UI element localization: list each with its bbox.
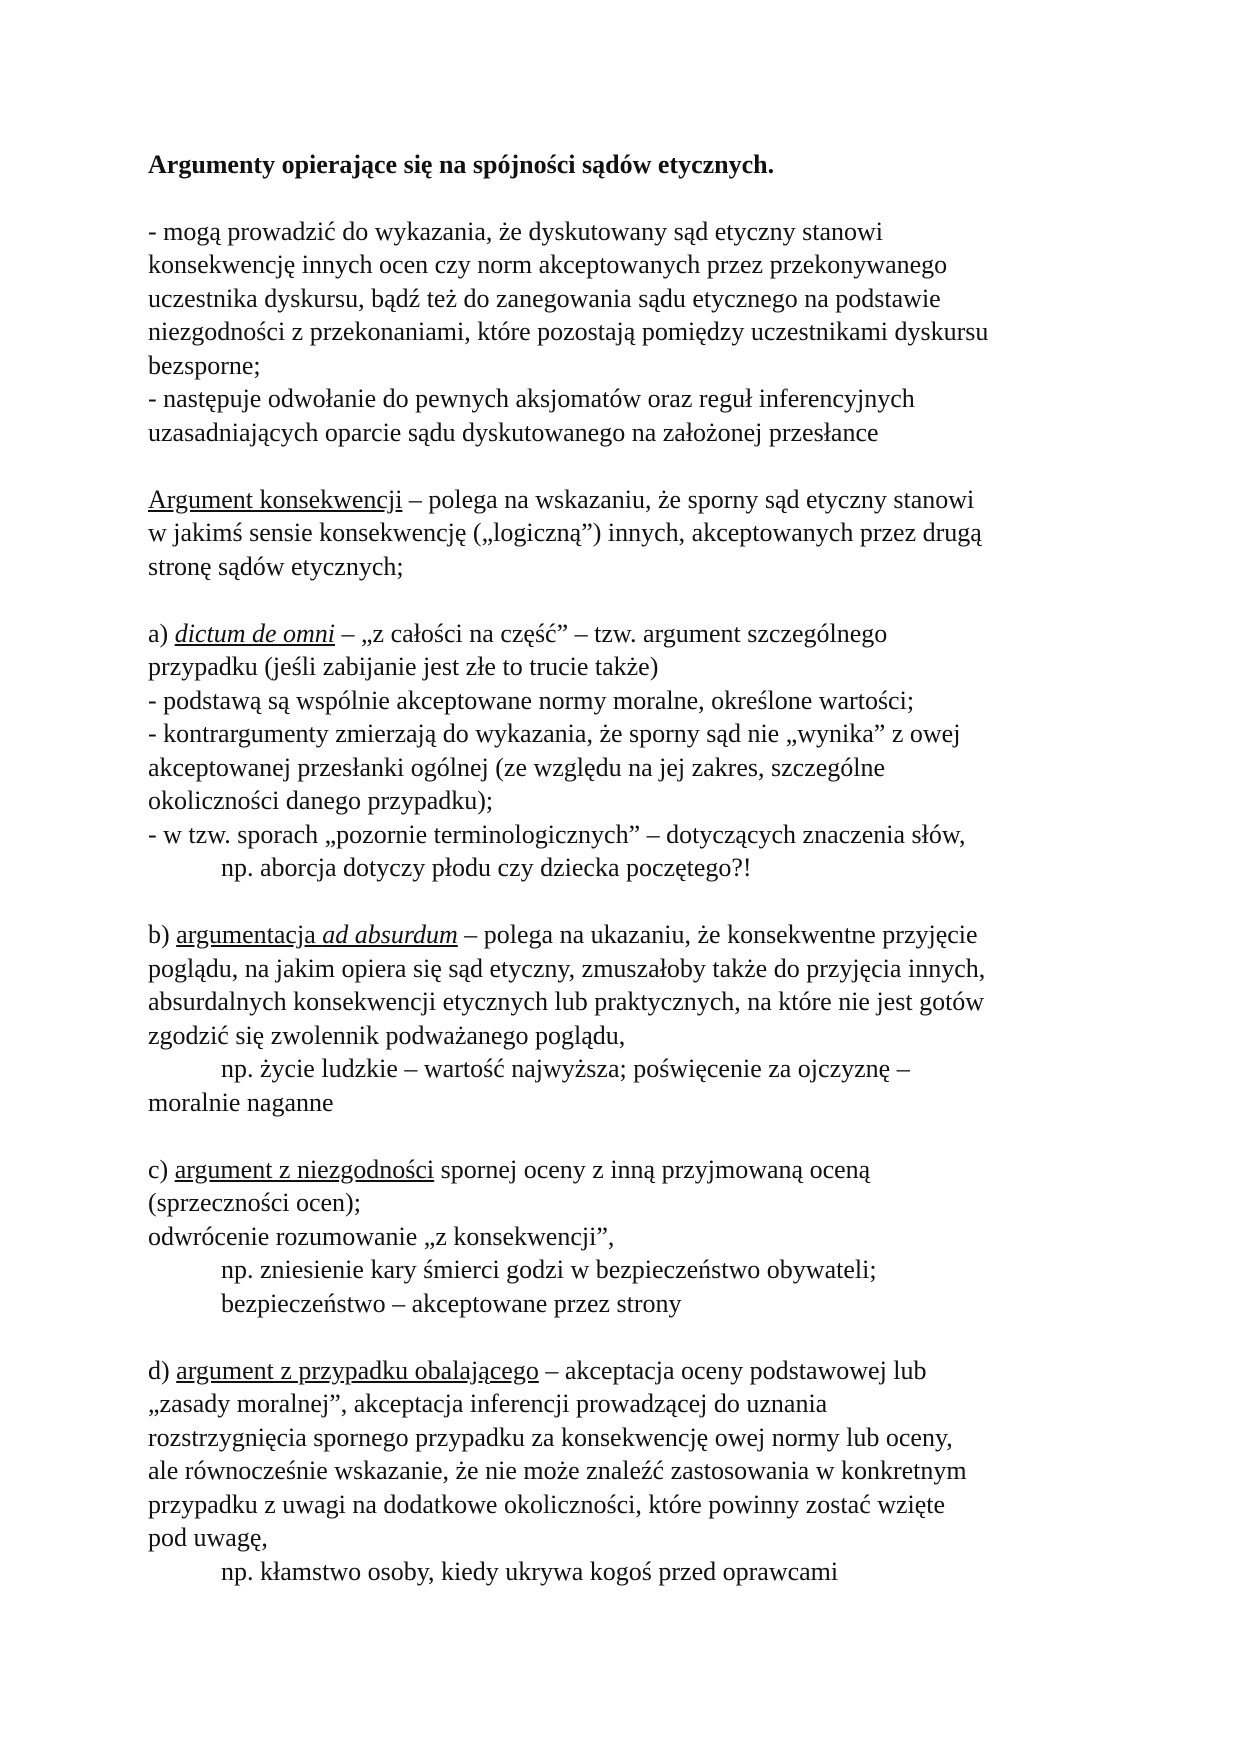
section-d-line: rozstrzygnięcia spornego przypadku za konsekwencję owej normy lub oceny, [148,1422,953,1452]
section-d-line: „zasady moralnej”, akceptacja inferencji prowadzącej do uznania [148,1389,828,1418]
intro-line: bezsporne; [148,350,261,380]
intro-paragraph [148,215,1108,450]
section-a-line: akceptowanej przesłanki ogólnej (ze względu na jej zakres, szczególne [148,752,886,782]
section-b-example-end: moralnie naganne [148,1087,334,1117]
consequence-term: Argument konsekwencji [148,484,403,514]
section-a-rest: – „z całości na część” – tzw. argument szczególnego [335,618,888,648]
section-c-example: bezpieczeństwo – akceptowane przez strony [221,1288,682,1318]
section-a-example: np. aborcja dotyczy płodu czy dziecka poczętego?! [221,853,752,882]
section-a-line: - podstawą są wspólnie akceptowane normy moralne, określone wartości; [148,685,915,715]
section-d [148,1354,1108,1589]
section-b-line: absurdalnych konsekwencji etycznych lub praktycznych, na które nie jest gotów [148,987,985,1016]
intro-line: uzasadniających oparcie sądu dyskutowanego na założonej przesłance [148,417,879,447]
section-d-prefix: d) [148,1355,177,1385]
section-d-example: np. kłamstwo osoby, kiedy ukrywa kogoś przed oprawcami [221,1556,839,1586]
intro-line: uczestnika dyskursu, bądź też do zanegowania sądu etycznego na podstawie [148,283,941,313]
consequence-line: w jakimś sensie konsekwencję („logiczną”) innych, akceptowanych przez drugą [148,518,982,547]
section-b-term: argumentacja [176,920,323,949]
section-d-line: przypadku z uwagi na dodatkowe okoliczności, które powinny zostać wzięte [148,1489,946,1519]
section-c [148,1153,1108,1321]
section-c-rest: spornej oceny z inną przyjmowaną oceną [434,1154,871,1184]
section-d-heading-line [148,1354,1108,1388]
section-c-prefix: c) [148,1154,175,1184]
intro-line: konsekwencję innych ocen czy norm akceptowanych przez przekonywanego [148,250,948,279]
section-a-heading-line [148,617,1108,651]
section-b-line: poglądu, na jakim opiera się sąd etyczny, zmuszałoby także do przyjęcia innych, [148,953,986,983]
section-d-term: argument z przypadku obalającego [176,1355,539,1385]
section-c-line: odwrócenie rozumowanie „z konsekwencji”, [148,1221,615,1251]
section-c-line: (sprzeczności ocen); [148,1188,361,1217]
page-title: Argumenty opierające się na spójności sądów etycznych. [148,150,775,179]
section-c-term: argument z niezgodności [174,1154,435,1184]
section-d-rest: – akceptacja oceny podstawowej lub [538,1355,927,1385]
section-a-term: dictum de omni [174,618,336,648]
section-c-example: np. zniesienie kary śmierci godzi w bezpieczeństwo obywateli; [221,1255,877,1284]
section-b-line: zgodzić się zwolennik podważanego poglądu, [148,1020,626,1050]
section-a-line: - w tzw. sporach „pozornie terminologicznych” – dotyczących znaczenia słów, [148,819,966,849]
section-b-prefix: b) [148,920,177,949]
consequence-paragraph [148,483,1108,584]
section-d-line: ale równocześnie wskazanie, że nie może znaleźć zastosowania w konkretnym [148,1456,967,1485]
consequence-heading-line [148,483,1108,517]
document-body [148,148,1108,1588]
section-d-line: pod uwagę, [148,1523,268,1552]
section-b-heading-line [148,918,1108,952]
section-a [148,617,1108,885]
section-a-line: okoliczności danego przypadku); [148,786,494,815]
section-b-term-latin: ad absurdum [322,920,458,949]
intro-line: niezgodności z przekonaniami, które pozostają pomiędzy uczestnikami dyskursu [148,317,989,346]
section-a-prefix: a) [148,618,175,648]
section-b-example: np. życie ludzkie – wartość najwyższa; poświęcenie za ojczyznę – [221,1054,910,1083]
section-b [148,918,1108,1119]
consequence-line: stronę sądów etycznych; [148,551,404,581]
section-a-line: przypadku (jeśli zabijanie jest złe to trucie także) [148,652,659,681]
intro-line: - następuje odwołanie do pewnych aksjomatów oraz reguł inferencyjnych [148,384,915,413]
section-b-rest: – polega na ukazaniu, że konsekwentne przyjęcie [457,920,978,949]
consequence-rest: – polega na wskazaniu, że sporny sąd etyczny stanowi [402,484,975,514]
section-a-line: - kontrargumenty zmierzają do wykazania, że sporny sąd nie „wynika” z owej [148,719,961,748]
section-c-heading-line [148,1153,1108,1187]
intro-line: - mogą prowadzić do wykazania, że dyskutowany sąd etyczny stanowi [148,216,883,246]
